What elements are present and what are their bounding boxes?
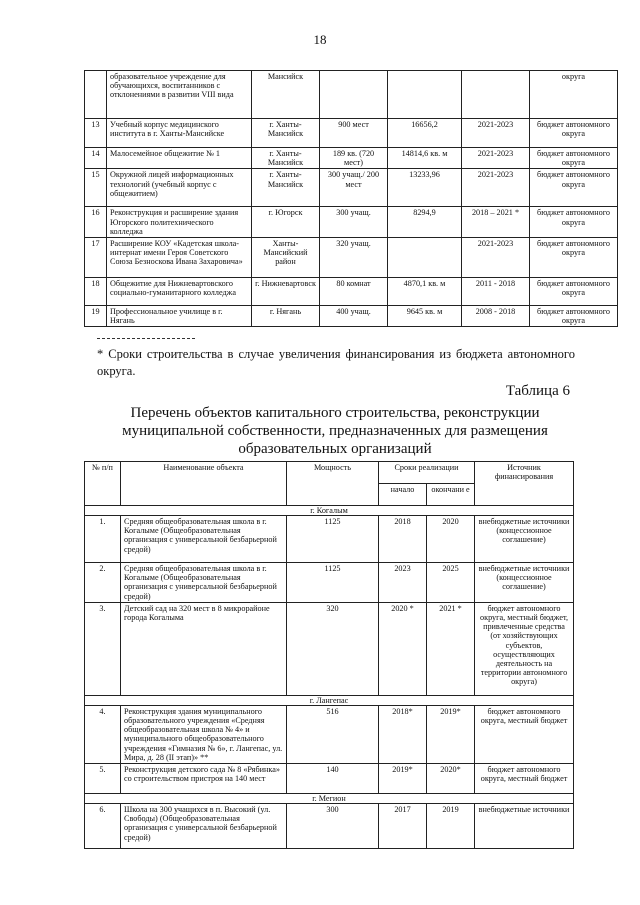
object-capacity: 1125	[287, 563, 379, 603]
object-area: 14814,6 кв. м	[388, 148, 462, 169]
header-capacity: Мощность	[287, 462, 379, 506]
object-name: Средняя общеобразовательная школа в г. Когалыме (Общеобразовательная организация с универсальной безбарьерной средой)	[121, 516, 287, 563]
object-end: 2025	[427, 563, 475, 603]
object-name: Реконструкция и расширение здания Югорского политехнического колледжа	[107, 207, 252, 238]
object-capacity: 300	[287, 804, 379, 849]
object-name: Малосемейное общежитие № 1	[107, 148, 252, 169]
object-end: 2019	[427, 804, 475, 849]
table-row	[85, 516, 574, 563]
object-name: Окружной лицей информационных технологий (учебный корпус с общежитием)	[107, 169, 252, 207]
object-source: бюджет автономного округа	[530, 306, 618, 327]
city-kogalym: г. Когалым	[85, 506, 574, 516]
city-megion: г. Мегион	[85, 794, 574, 804]
city-langepas: г. Лангепас	[85, 695, 574, 705]
object-period	[462, 71, 530, 119]
object-period: 2011 - 2018	[462, 278, 530, 306]
header-start: начало	[379, 484, 427, 506]
object-name: Школа на 300 учащихся в п. Высокий (ул. Свободы) (Общеобразовательная организация с универсальной безбарьерной средой)	[121, 804, 287, 849]
object-area: 4870,1 кв. м	[388, 278, 462, 306]
table-row	[85, 71, 618, 119]
municipal-objects-table	[84, 461, 574, 849]
row-number: 6.	[85, 804, 121, 849]
object-area	[388, 238, 462, 278]
object-source: бюджет автономного округа, местный бюджет	[475, 764, 574, 794]
table-row	[85, 602, 574, 695]
object-place: г. Югорск	[252, 207, 320, 238]
object-period: 2008 - 2018	[462, 306, 530, 327]
table-row	[85, 804, 574, 849]
table-title: Перечень объектов капитального строительства, реконструкции муниципальной собственности, предназначенных для размещения образовательных организаций	[122, 405, 548, 457]
object-period: 2021-2023	[462, 148, 530, 169]
table-row	[85, 119, 618, 148]
row-number: 1.	[85, 516, 121, 563]
object-source: округа	[530, 71, 618, 119]
table-row	[85, 278, 618, 306]
row-number: 15	[85, 169, 107, 207]
object-source: бюджет автономного округа	[530, 278, 618, 306]
table-row	[85, 306, 618, 327]
row-number: 5.	[85, 764, 121, 794]
object-capacity: 80 комнат	[320, 278, 388, 306]
table-row	[85, 238, 618, 278]
object-place: г. Нягань	[252, 306, 320, 327]
object-capacity: 516	[287, 705, 379, 763]
object-area	[388, 71, 462, 119]
object-start: 2018*	[379, 705, 427, 763]
object-place: Мансийск	[252, 71, 320, 119]
object-place: г. Нижневартовск	[252, 278, 320, 306]
row-number: 18	[85, 278, 107, 306]
object-name: Учебный корпус медицинского института в г. Ханты-Мансийске	[107, 119, 252, 148]
object-name: Профессиональное училище в г. Нягань	[107, 306, 252, 327]
city-row	[85, 506, 574, 516]
object-start: 2020 *	[379, 602, 427, 695]
object-start: 2017	[379, 804, 427, 849]
object-area: 8294,9	[388, 207, 462, 238]
row-number: 2.	[85, 563, 121, 603]
object-capacity: 320 учащ.	[320, 238, 388, 278]
object-name: Средняя общеобразовательная школа в г. Когалыме (Общеобразовательная организация с универсальной безбарьерной средой)	[121, 563, 287, 603]
footnote: * Сроки строительства в случае увеличения финансирования из бюджета автономного округа.	[97, 347, 575, 378]
object-name: Реконструкция детского сада № 8 «Рябинка» со строительством пристроя на 140 мест	[121, 764, 287, 794]
row-number: 3.	[85, 602, 121, 695]
object-capacity: 189 кв. (720 мест)	[320, 148, 388, 169]
object-end: 2020	[427, 516, 475, 563]
object-place: г. Ханты-Мансийск	[252, 169, 320, 207]
object-capacity: 1125	[287, 516, 379, 563]
object-source: бюджет автономного округа, местный бюджет	[475, 705, 574, 763]
object-place: Ханты-Мансийский район	[252, 238, 320, 278]
table-row	[85, 705, 574, 763]
page-number: 18	[313, 32, 327, 47]
table-row	[85, 207, 618, 238]
object-end: 2020*	[427, 764, 475, 794]
object-name: образовательное учреждение для обучающихся, воспитанников с отклонениями в развитии VIII вида	[107, 71, 252, 119]
object-period: 2021-2023	[462, 119, 530, 148]
object-area: 9645 кв. м	[388, 306, 462, 327]
row-number: 14	[85, 148, 107, 169]
object-source: внебюджетные источники (концессионное соглашение)	[475, 563, 574, 603]
object-name: Общежитие для Нижневартовского социально-гуманитарного колледжа	[107, 278, 252, 306]
table-row	[85, 563, 574, 603]
header-source: Источник финансирования	[475, 462, 574, 506]
object-name: Расширение КОУ «Кадетская школа-интернат имени Героя Советского Союза Безноскова Ивана Захаровича»	[107, 238, 252, 278]
object-period: 2021-2023	[462, 238, 530, 278]
object-start: 2018	[379, 516, 427, 563]
object-source: бюджет автономного округа	[530, 169, 618, 207]
objects-table-continued	[84, 70, 618, 327]
object-capacity: 140	[287, 764, 379, 794]
object-place: г. Ханты-Мансийск	[252, 148, 320, 169]
row-number: 17	[85, 238, 107, 278]
row-number: 19	[85, 306, 107, 327]
object-capacity	[320, 71, 388, 119]
object-name: Реконструкция здания муниципального образовательного учреждения «Средняя общеобразовательная школа № 4» и муниципального общеобразовательного учреждения «Гимназия № 6», г. Лангепас, ул. Мира, д. 28 (II этап)» **	[121, 705, 287, 763]
object-capacity: 320	[287, 602, 379, 695]
object-end: 2021 *	[427, 602, 475, 695]
object-capacity: 300 учащ.	[320, 207, 388, 238]
object-source: бюджет автономного округа	[530, 119, 618, 148]
header-no: № п/п	[85, 462, 121, 506]
city-row	[85, 794, 574, 804]
object-capacity: 400 учащ.	[320, 306, 388, 327]
object-start: 2023	[379, 563, 427, 603]
table-row	[85, 148, 618, 169]
object-source: внебюджетные источники	[475, 804, 574, 849]
object-period: 2018 – 2021 *	[462, 207, 530, 238]
header-terms: Сроки реализации	[379, 462, 475, 484]
object-source: бюджет автономного округа, местный бюджет, привлеченные средства (от хозяйствующих субъектов, осуществляющих деятельность на территории автономного округа)	[475, 602, 574, 695]
header-name: Наименование объекта	[121, 462, 287, 506]
table-row	[85, 764, 574, 794]
object-area: 16656,2	[388, 119, 462, 148]
row-number: 16	[85, 207, 107, 238]
row-number	[85, 71, 107, 119]
row-number: 13	[85, 119, 107, 148]
object-capacity: 900 мест	[320, 119, 388, 148]
header-end: окончани е	[427, 484, 475, 506]
object-period: 2021-2023	[462, 169, 530, 207]
object-place: г. Ханты-Мансийск	[252, 119, 320, 148]
footnote-separator	[97, 338, 195, 339]
object-end: 2019*	[427, 705, 475, 763]
object-source: внебюджетные источники (концессионное соглашение)	[475, 516, 574, 563]
object-source: бюджет автономного округа	[530, 148, 618, 169]
row-number: 4.	[85, 705, 121, 763]
object-source: бюджет автономного округа	[530, 238, 618, 278]
city-row	[85, 695, 574, 705]
object-area: 13233,96	[388, 169, 462, 207]
table-label: Таблица 6	[505, 383, 570, 399]
object-start: 2019*	[379, 764, 427, 794]
table-header-row	[85, 462, 574, 484]
object-capacity: 300 учащ./ 200 мест	[320, 169, 388, 207]
object-source: бюджет автономного округа	[530, 207, 618, 238]
table-row	[85, 169, 618, 207]
object-name: Детский сад на 320 мест в 8 микрорайоне города Когалыма	[121, 602, 287, 695]
